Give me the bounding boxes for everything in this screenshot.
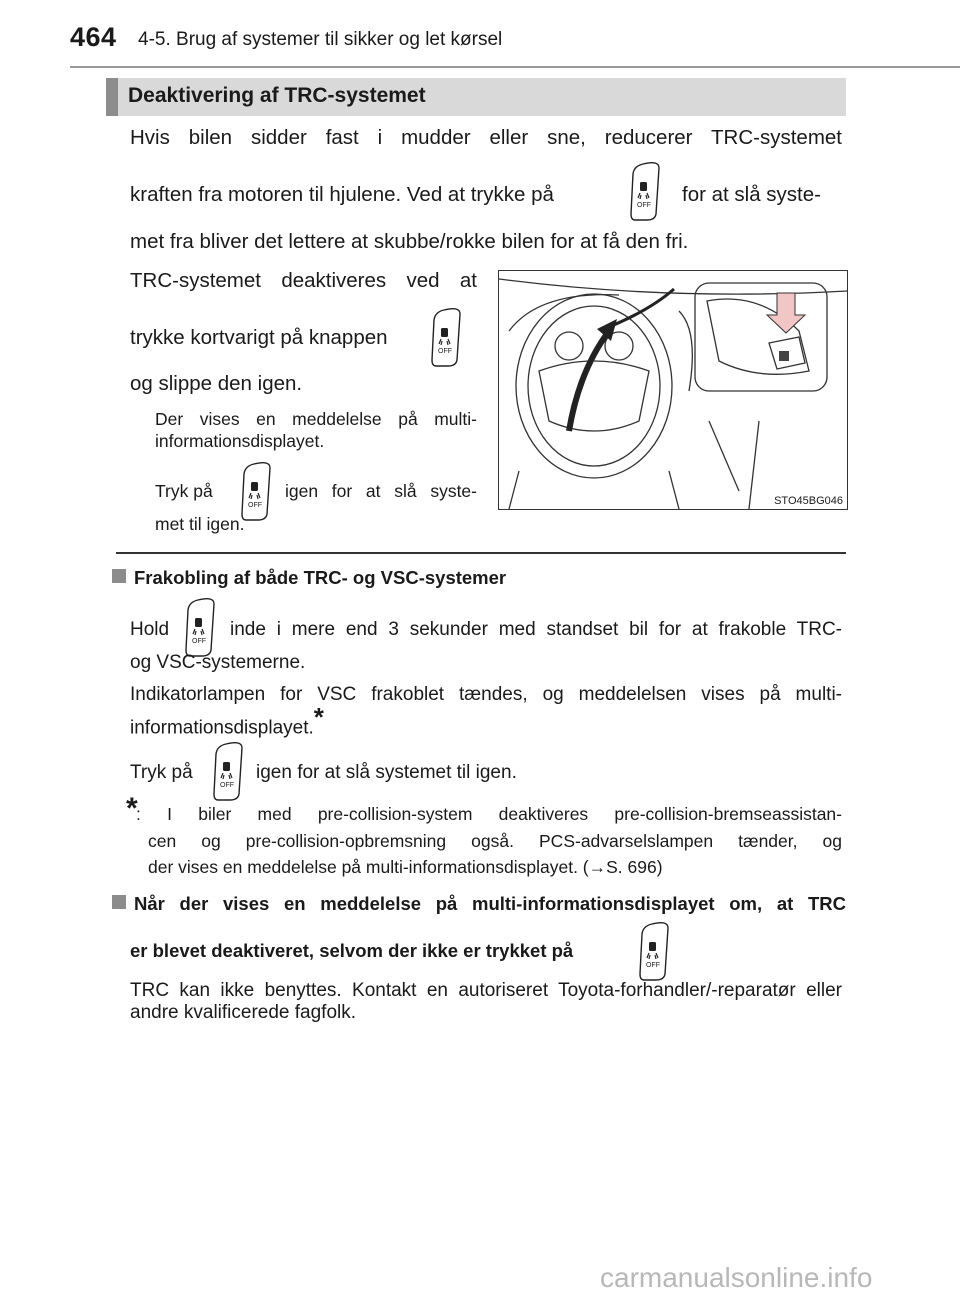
- trc-off-button-icon: [629, 160, 663, 224]
- sub1-p3b: igen for at slå systemet til igen.: [256, 762, 517, 783]
- trc-off-button-icon: [212, 740, 246, 804]
- intro-line-1: Hvis bilen sidder fast i mudder eller sne, reducerer TRC-systemet: [130, 126, 842, 149]
- sub2-heading-line-1: [112, 893, 846, 915]
- left-note-2b: igen for at slå syste-: [285, 481, 477, 501]
- footnote-line-1: : I biler med pre-collision-system deaktiveres pre-collision-bremseassistan-: [136, 804, 842, 824]
- sub1-p1c: og VSC-systemerne.: [130, 652, 306, 673]
- square-bullet-icon: [112, 569, 126, 583]
- intro-line-2b: for at slå syste-: [682, 183, 821, 206]
- left-note-1: Der vises en meddelelse på multi-informationsdisplayet.: [155, 409, 477, 451]
- trc-off-button-icon: [638, 920, 672, 984]
- trc-off-button-icon: [430, 306, 464, 370]
- section-divider: [116, 552, 846, 554]
- sub2-title-1: Når der vises en meddelelse på multi-informationsdisplayet om, at TRC: [134, 893, 846, 914]
- sub1-p3a: Tryk på: [130, 762, 193, 783]
- section-tab: [106, 78, 118, 116]
- header-divider: [70, 66, 960, 68]
- sub2-title-2: er blevet deaktiveret, selvom der ikke er trykket på: [130, 940, 574, 961]
- sub1-title: Frakobling af både TRC- og VSC-systemer: [134, 567, 507, 588]
- sub2-paragraph: TRC kan ikke benyttes. Kontakt en autoriseret Toyota-forhandler/-reparatør eller andre kvalificerede fagfolk.: [130, 980, 842, 1023]
- intro-line-3: met fra bliver det lettere at skubbe/rokke bilen for at få den fri.: [130, 230, 689, 253]
- section-heading: [106, 78, 846, 116]
- sub1-p1b: inde i mere end 3 sekunder med standset bil for at frakoble TRC-: [230, 619, 842, 640]
- steering-wheel-drawing: [499, 271, 847, 509]
- figure-code: STO45BG046: [774, 495, 843, 507]
- sub1-p2: [130, 684, 842, 739]
- page-ref-link[interactable]: S. 696): [606, 857, 663, 877]
- page-number: 464: [70, 22, 117, 52]
- left-line-1: TRC-systemet deaktiveres ved at: [130, 269, 477, 292]
- sub1-p2-text: Indikatorlampen for VSC frakoblet tændes, og meddelelsen vises på multi-informationsdisplayet.: [130, 684, 842, 739]
- page-ref-arrow-icon: →: [588, 857, 607, 877]
- left-note-2a: Tryk på: [155, 481, 213, 501]
- left-note-2c: met til igen.: [155, 514, 245, 534]
- sub1-p1a: Hold: [130, 619, 170, 640]
- chapter-title: 4-5. Brug af systemer til sikker og let kørsel: [138, 29, 503, 50]
- dashboard-illustration: [498, 270, 848, 510]
- square-bullet-icon: [112, 895, 126, 909]
- trc-off-button-icon: [240, 460, 274, 524]
- watermark: carmanualsonline.info: [600, 1262, 873, 1293]
- footnote-line-3: [148, 856, 663, 878]
- intro-line-2a: kraften fra motoren til hjulene. Ved at trykke på: [130, 183, 554, 206]
- footnote-line-3a: der vises en meddelelse på multi-informationsdisplayet. (: [148, 857, 589, 877]
- footnote-star: *: [126, 792, 138, 825]
- left-line-3: og slippe den igen.: [130, 372, 303, 395]
- left-line-2: trykke kortvarigt på knappen: [130, 326, 388, 349]
- footnote-marker: *: [313, 702, 324, 732]
- footnote-line-2: cen og pre-collision-opbremsning også. PCS-advarselslampen tænder, og: [148, 831, 842, 851]
- section-title: Deaktivering af TRC-systemet: [128, 84, 426, 107]
- sub1-heading: [112, 567, 506, 589]
